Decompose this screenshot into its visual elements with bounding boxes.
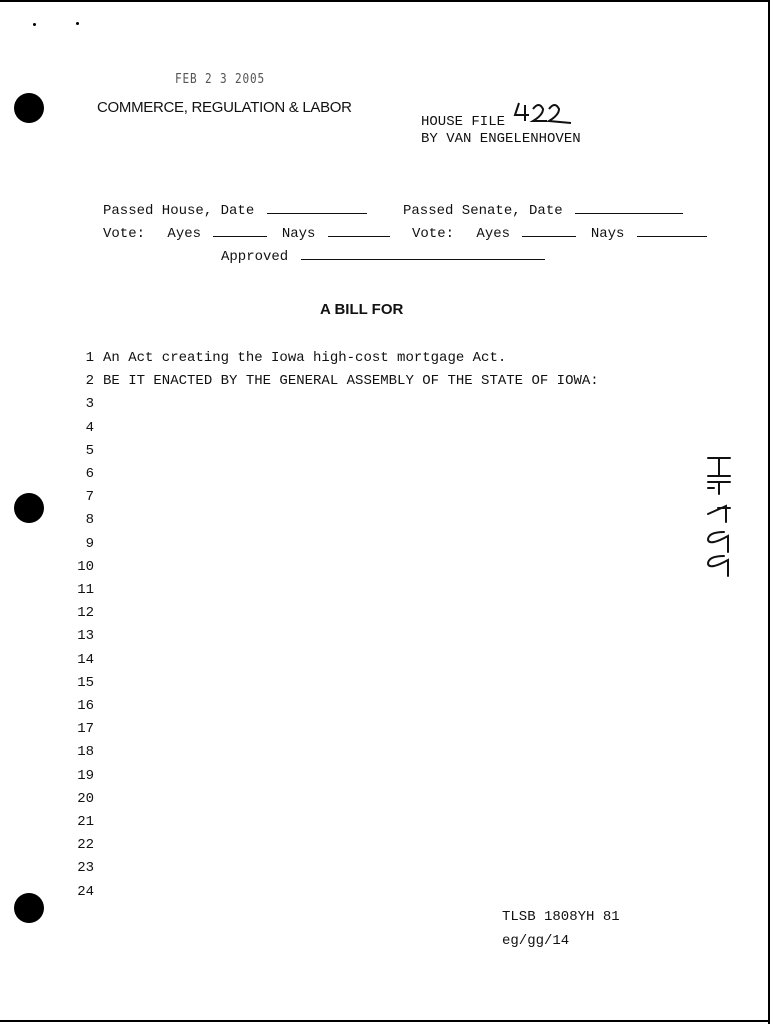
line-number: 2	[85, 373, 94, 389]
passed-senate-date-blank	[575, 201, 683, 214]
line-number: 19	[77, 768, 94, 784]
received-date-stamp: FEB 2 3 2005	[175, 72, 266, 87]
house-file-heading	[421, 107, 583, 130]
line-number: 14	[77, 652, 94, 668]
scan-speck	[33, 23, 36, 26]
drafter-initials: eg/gg/14	[502, 933, 570, 949]
bill-title: A BILL FOR	[320, 301, 404, 318]
punch-hole-top	[14, 93, 44, 123]
page-border-bottom	[0, 1020, 770, 1022]
line-number: 8	[85, 512, 94, 528]
line-number: 24	[77, 884, 94, 900]
passed-senate-row	[403, 201, 683, 219]
line-number: 9	[85, 536, 94, 552]
senate-nays-blank	[637, 224, 707, 237]
passed-senate-label: Passed Senate, Date	[403, 203, 563, 219]
house-vote-label: Vote:	[103, 226, 146, 242]
line-number: 17	[77, 721, 94, 737]
line-number: 11	[77, 582, 94, 598]
line-text: An Act creating the Iowa high-cost mortgage Act.	[103, 350, 507, 366]
line-number: 7	[85, 489, 94, 505]
senate-ayes-label: Ayes	[476, 226, 511, 242]
senate-vote-label: Vote:	[412, 226, 455, 242]
scan-speck	[76, 22, 79, 25]
senate-nays-label: Nays	[590, 226, 625, 242]
bill-sponsor: BY VAN ENGELENHOVEN	[421, 131, 581, 147]
handwritten-file-number	[513, 101, 583, 127]
page-border-top	[0, 0, 770, 2]
approved-blank	[301, 247, 545, 260]
line-number: 21	[77, 814, 94, 830]
passed-house-row	[103, 201, 367, 219]
line-number: 18	[77, 744, 94, 760]
house-ayes-label: Ayes	[167, 226, 202, 242]
line-number: 16	[77, 698, 94, 714]
house-file-number	[513, 107, 583, 129]
house-file-label: HOUSE FILE	[421, 114, 506, 130]
line-number: 23	[77, 860, 94, 876]
handwritten-margin-note	[690, 448, 746, 578]
line-number: 3	[85, 396, 94, 412]
senate-vote-row	[412, 224, 707, 242]
approved-label: Approved	[221, 249, 289, 265]
house-ayes-blank	[213, 224, 267, 237]
line-number: 15	[77, 675, 94, 691]
house-vote-row	[103, 224, 390, 242]
line-number: 13	[77, 628, 94, 644]
tlsb-code: TLSB 1808YH 81	[502, 909, 620, 925]
line-number: 12	[77, 605, 94, 621]
line-text: BE IT ENACTED BY THE GENERAL ASSEMBLY OF THE STATE OF IOWA:	[103, 373, 599, 389]
passed-house-date-blank	[267, 201, 367, 214]
punch-hole-bottom	[14, 893, 44, 923]
approved-row	[221, 247, 545, 265]
committee-name: COMMERCE, REGULATION & LABOR	[97, 99, 352, 116]
line-number: 10	[77, 559, 94, 575]
line-number: 6	[85, 466, 94, 482]
house-nays-blank	[328, 224, 390, 237]
senate-ayes-blank	[522, 224, 576, 237]
house-nays-label: Nays	[281, 226, 316, 242]
line-number: 22	[77, 837, 94, 853]
passed-house-label: Passed House, Date	[103, 203, 255, 219]
line-number: 4	[85, 420, 94, 436]
line-number: 20	[77, 791, 94, 807]
punch-hole-middle	[14, 493, 44, 523]
line-number: 1	[85, 350, 94, 366]
line-number: 5	[85, 443, 94, 459]
